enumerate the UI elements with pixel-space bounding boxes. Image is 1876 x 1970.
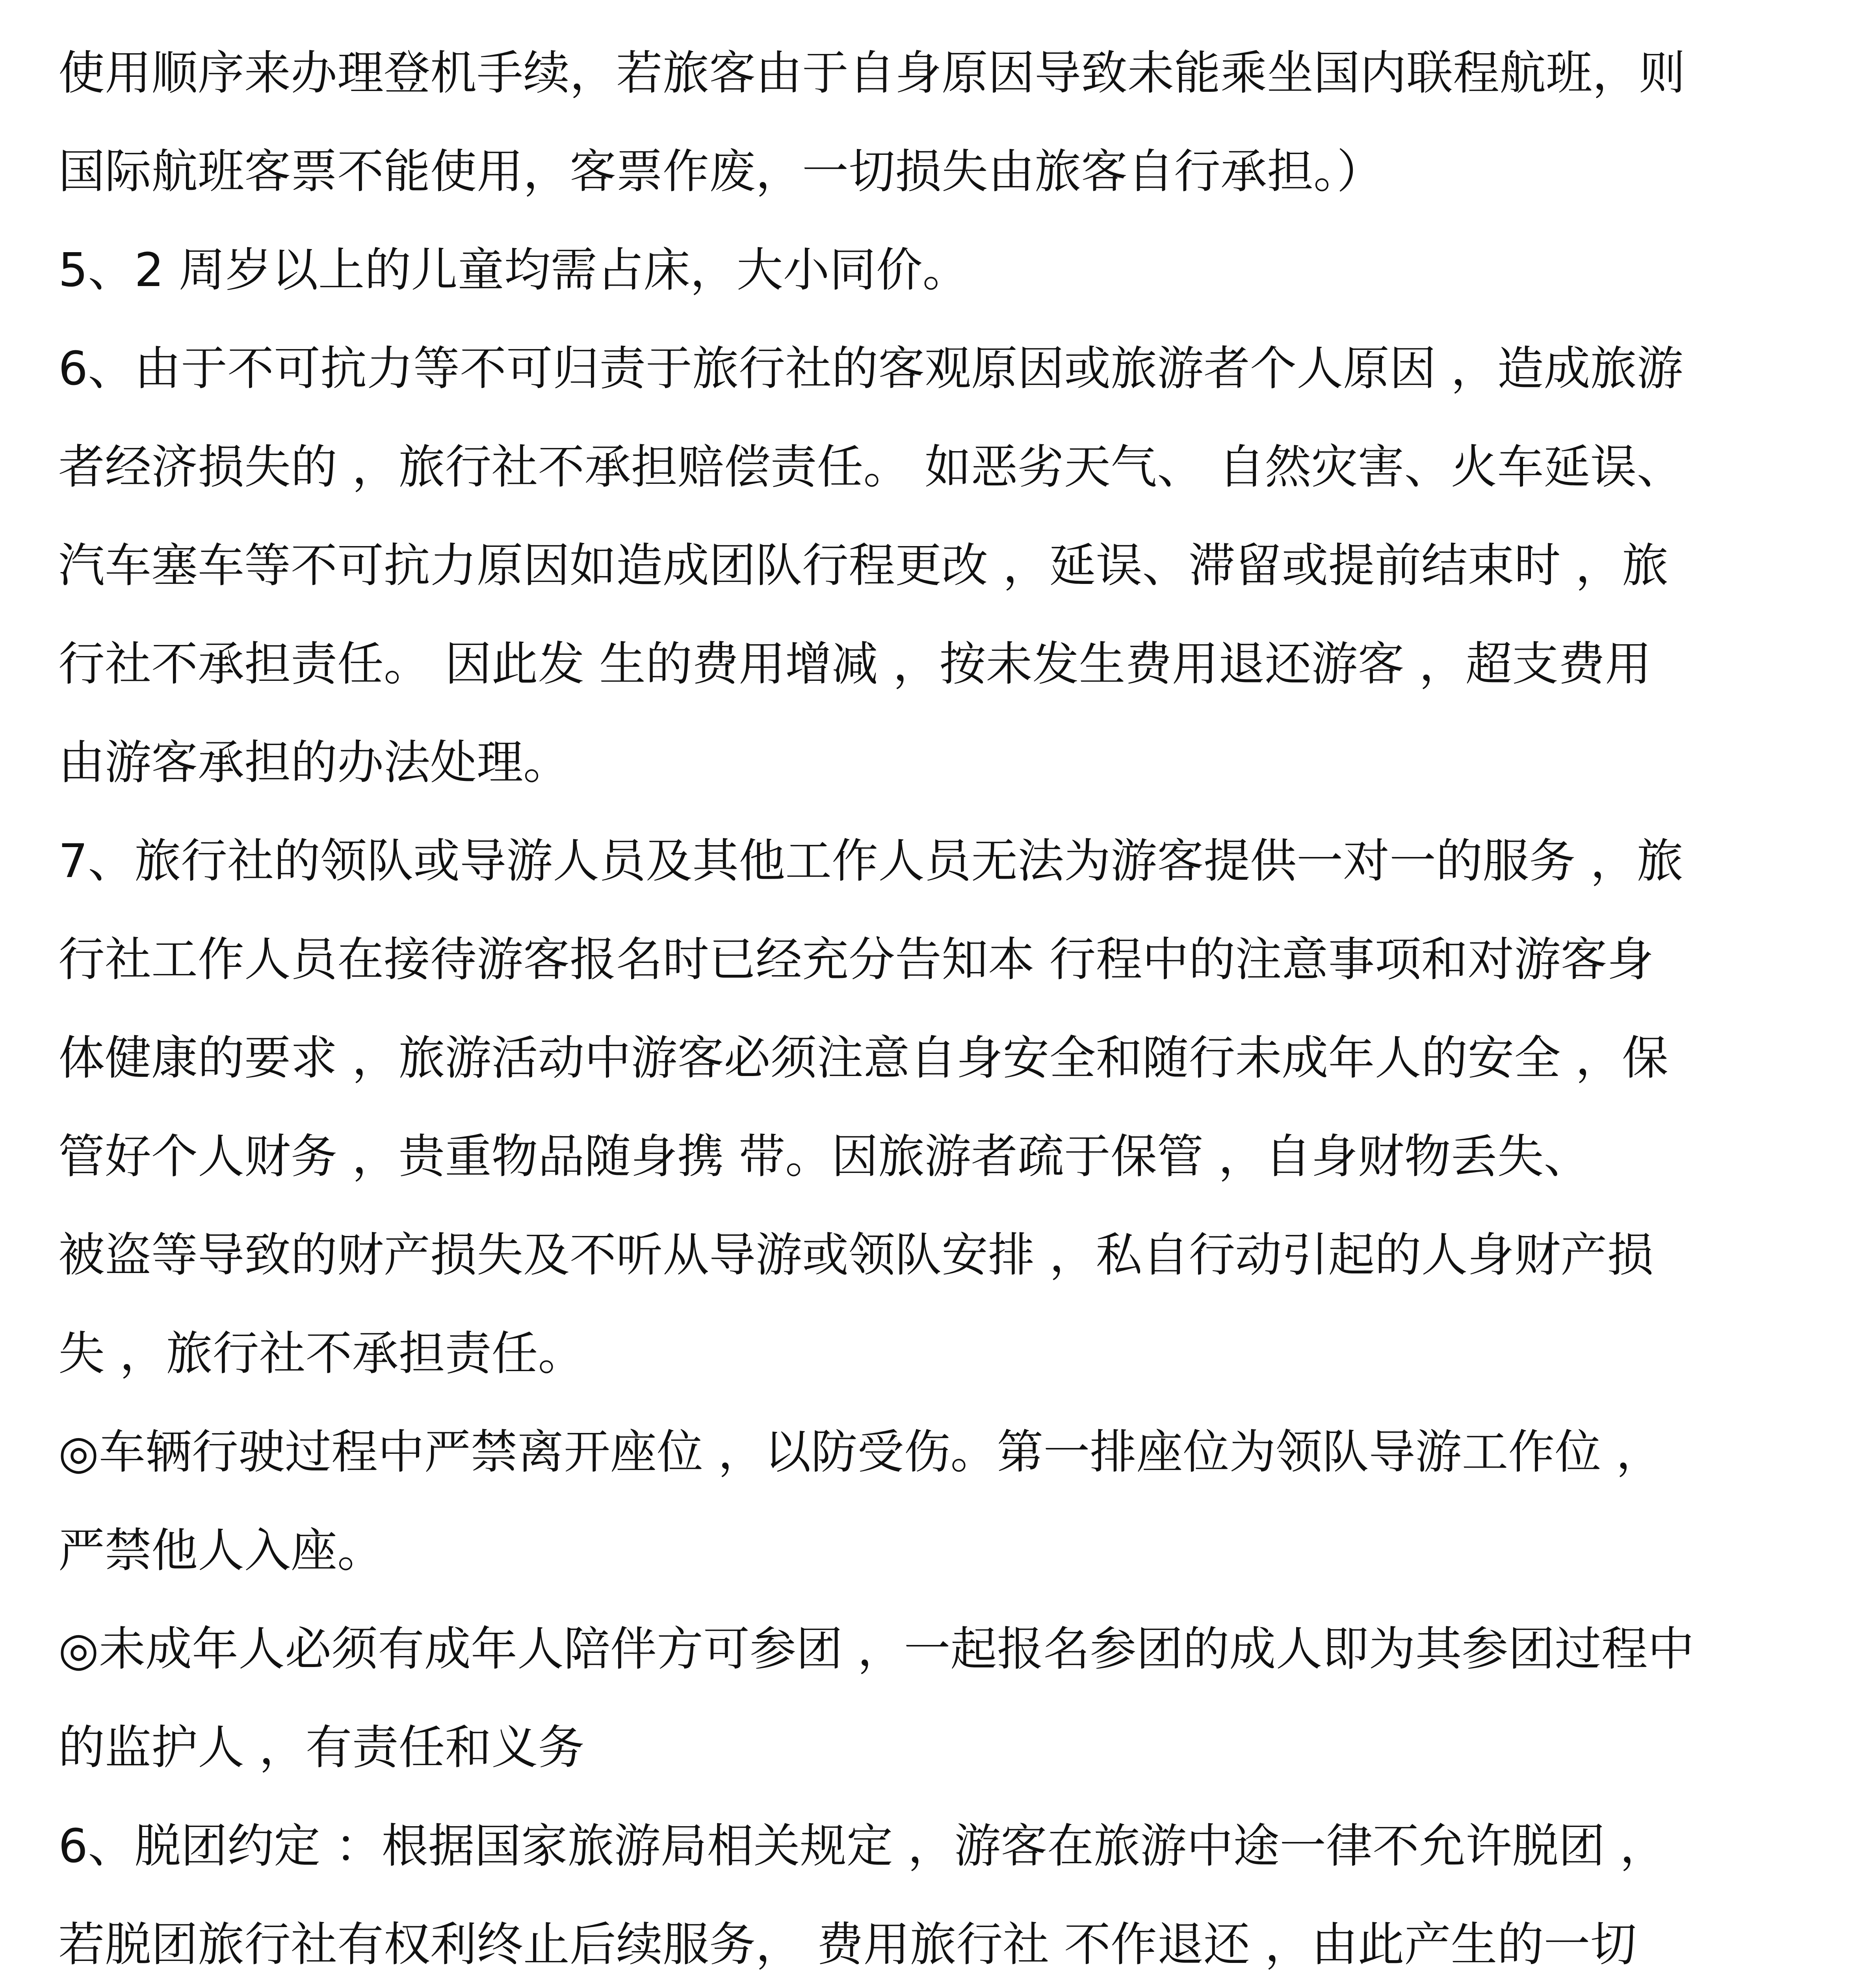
text-line: 严禁他人入座。 bbox=[58, 1523, 384, 1578]
text-line: 体健康的要求 ，旅游活动中游客必须注意自身安全和随行未成年人的安全 ，保 bbox=[58, 1031, 1669, 1085]
text-line: 7、旅行社的领队或导游人员及其他工作人员无法为游客提供一对一的服务 ，旅 bbox=[58, 834, 1683, 888]
text-line: ◎未成年人必须有成年人陪伴方可参团 ，一起报名参团的成人即为其参团过程中 bbox=[58, 1622, 1694, 1676]
text-line: 5、2 周岁以上的儿童均需占床，大小同价。 bbox=[58, 243, 969, 297]
text-line: 行社不承担责任。 因此发 生的费用增减 ，按未发生费用退还游客 ，超支费用 bbox=[58, 637, 1652, 691]
text-line: 国际航班客票不能使用，客票作废，一切损失由旅客自行承担。） bbox=[58, 144, 1384, 199]
text-line: 失 ，旅行社不承担责任。 bbox=[58, 1326, 585, 1381]
text-line: 6、脱团约定 ：根据国家旅游局相关规定 ，游客在旅游中途一律不允许脱团 ， bbox=[58, 1819, 1666, 1873]
text-line: 汽车塞车等不可抗力原因如造成团队行程更改 ，延误、滞留或提前结束时 ，旅 bbox=[58, 538, 1669, 593]
text-line: 由游客承担的办法处理。 bbox=[58, 735, 570, 790]
text-line: ◎车辆行驶过程中严禁离开座位 ，以防受伤。第一排座位为领队导游工作位 ， bbox=[58, 1425, 1662, 1479]
text-line: 的监护人 ，有责任和义务 bbox=[58, 1720, 585, 1775]
document-page bbox=[58, 24, 1819, 1970]
text-line: 使用顺序来办理登机手续，若旅客由于自身原因导致未能乘坐国内联程航班，则 bbox=[58, 46, 1686, 100]
text-line: 若脱团旅行社有权利终止后续服务， 费用旅行社 不作退还 ，由此产生的一切 bbox=[58, 1917, 1637, 1970]
text-line: 者经济损失的 ，旅行社不承担赔偿责任。 如恶劣天气、 自然灾害、火车延误、 bbox=[58, 440, 1683, 494]
text-line: 行社工作人员在接待游客报名时已经充分告知本 行程中的注意事项和对游客身 bbox=[58, 932, 1654, 987]
text-line: 被盗等导致的财产损失及不听从导游或领队安排 ，私自行动引起的人身财产损 bbox=[58, 1228, 1654, 1282]
text-line: 6、由于不可抗力等不可归责于旅行社的客观原因或旅游者个人原因 ，造成旅游 bbox=[58, 341, 1683, 396]
text-line: 管好个人财务 ，贵重物品随身携 带。因旅游者疏于保管 ，自身财物丢失、 bbox=[58, 1129, 1590, 1184]
